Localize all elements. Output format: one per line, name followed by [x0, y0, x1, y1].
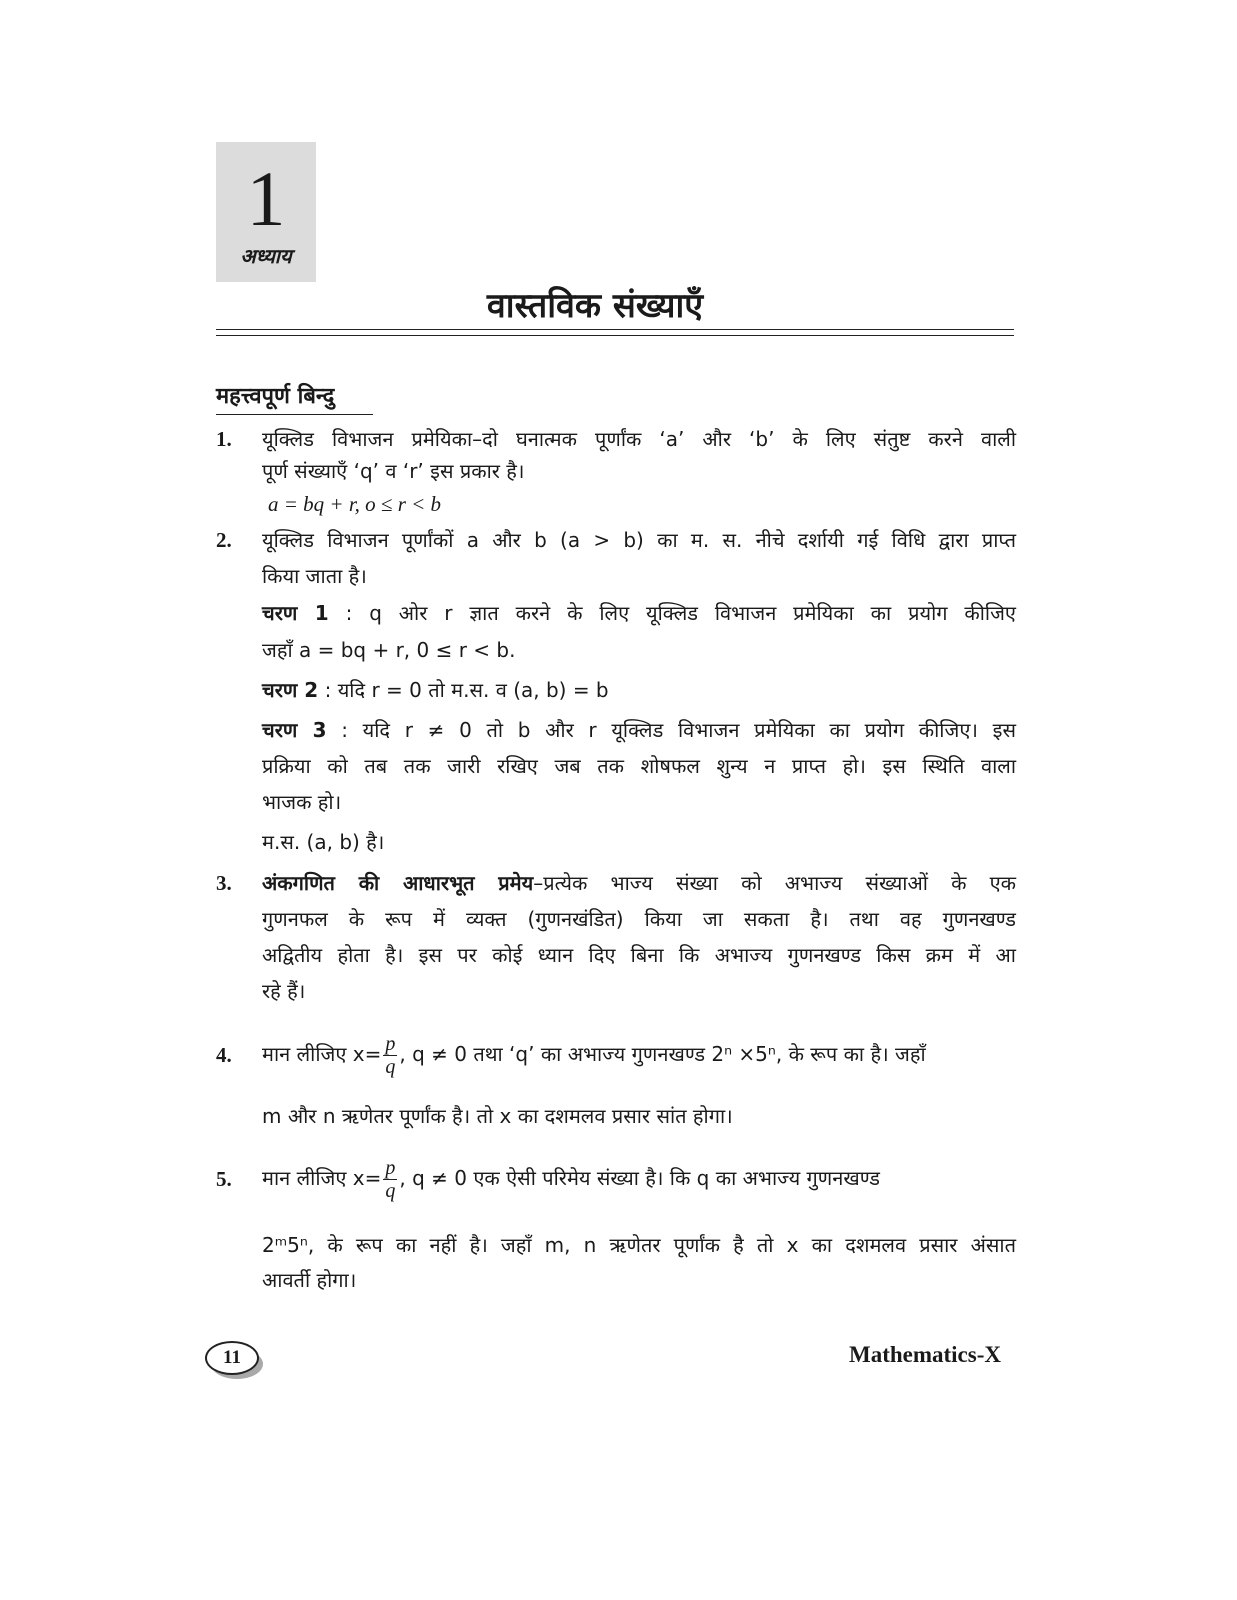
fraction-numerator: p — [385, 1033, 396, 1055]
step-2-text: : यदि r = 0 तो म.स. व (a, b) = b — [324, 678, 609, 702]
step-1-line-1 — [262, 598, 1016, 628]
item-3-line-2: गुणनफल के रूप में व्यक्त (गुणनखंडित) किया जा सकता है। तथा वह गुणनखण्ड — [262, 907, 1016, 931]
item-number: 2. — [216, 528, 232, 552]
book-title: Mathematics-X — [848, 1342, 1001, 1367]
fraction-denominator: q — [385, 1180, 396, 1202]
item-number: 4. — [216, 1043, 232, 1067]
step-3-label: चरण 3 — [262, 718, 327, 742]
step-3-line-3: भाजक हो। — [262, 790, 342, 814]
title-rule-top — [216, 329, 1014, 330]
hcf-line: म.स. (a, b) है। — [262, 830, 385, 854]
item-3-line-3: अद्वितीय होता है। इस पर कोई ध्यान दिए बिना कि अभाज्य गुणनखण्ड किस क्रम में आ — [262, 943, 1016, 967]
chapter-label: अध्याय — [240, 244, 292, 268]
item-4-line-2: m और n ऋणेतर पूर्णांक है। तो x का दशमलव प्रसार सांत होगा। — [262, 1104, 733, 1128]
step-3-line-2: प्रक्रिया को तब तक जारी रखिए जब तक शोषफल शुन्य न प्राप्त हो। इस स्थिति वाला — [262, 754, 1016, 778]
section-heading: महत्त्वपूर्ण बिन्दु — [216, 384, 335, 409]
item-3-line-1-rest: –प्रत्येक भाज्य संख्या को अभाज्य संख्याओं के एक — [533, 871, 1016, 895]
chapter-box — [216, 142, 316, 282]
item-2-line-2: किया जाता है। — [262, 564, 367, 588]
item-1-line-2: पूर्ण संख्याएँ ‘q’ व ‘r’ इस प्रकार है। — [262, 459, 525, 483]
theorem-name: अंकगणित की आधारभूत प्रमेय — [262, 871, 534, 895]
item-4-line-1-rest: , q ≠ 0 तथा ‘q’ का अभाज्य गुणनखण्ड 2ⁿ ×5ⁿ, के रूप का है। जहाँ — [399, 1042, 926, 1066]
item-1-line-1: यूक्लिड विभाजन प्रमेयिका–दो घनात्मक पूर्णांक ‘a’ और ‘b’ के लिए संतुष्ट करने वाली — [262, 427, 1016, 451]
step-2-line — [262, 675, 609, 705]
fraction-p-over-q — [383, 1033, 397, 1078]
step-1-label: चरण 1 — [262, 601, 329, 625]
page-number-badge — [205, 1341, 261, 1379]
item-number: 1. — [216, 427, 232, 451]
item-number: 5. — [216, 1167, 232, 1191]
item-number: 3. — [216, 871, 232, 895]
item-3-line-1 — [262, 868, 1016, 898]
item-4-intro: मान लीजिए x= — [262, 1042, 382, 1066]
item-2-line-1: यूक्लिड विभाजन पूर्णांकों a और b (a > b) का म. स. नीचे दर्शायी गई विधि द्वारा प्राप्त — [262, 528, 1016, 552]
step-3-line-1 — [262, 715, 1016, 745]
item-3-line-4: रहे हैं। — [262, 979, 306, 1003]
step-1-text: : q ओर r ज्ञात करने के लिए यूक्लिड विभाजन प्रमेयिका का प्रयोग कीजिए — [345, 601, 1016, 625]
fraction-p-over-q — [383, 1157, 397, 1202]
item-5-line-1 — [262, 1154, 880, 1202]
item-5-line-3: आवर्ती होगा। — [262, 1268, 357, 1292]
page-number: 11 — [205, 1341, 259, 1375]
title-rule-bottom — [216, 335, 1014, 336]
chapter-number: 1 — [246, 155, 286, 242]
step-2-label: चरण 2 — [262, 678, 319, 702]
item-1-formula: a = bq + r, o ≤ r < b — [268, 492, 442, 516]
item-5-line-1-rest: , q ≠ 0 एक ऐसी परिमेय संख्या है। कि q का अभाज्य गुणनखण्ड — [399, 1166, 880, 1190]
fraction-denominator: q — [385, 1056, 396, 1078]
item-5-line-2: 2ᵐ5ⁿ, के रूप का नहीं है। जहाँ m, n ऋणेतर पूर्णांक है तो x का दशमलव प्रसार अंसात — [262, 1233, 1016, 1257]
item-5-intro: मान लीजिए x= — [262, 1166, 382, 1190]
item-4-line-1 — [262, 1030, 926, 1078]
section-heading-underline — [216, 414, 373, 415]
step-1-line-2: जहाँ a = bq + r, 0 ≤ r < b. — [262, 638, 516, 662]
fraction-numerator: p — [385, 1157, 396, 1179]
step-3-text: : यदि r ≠ 0 तो b और r यूक्लिड विभाजन प्रमेयिका का प्रयोग कीजिए। इस — [341, 718, 1016, 742]
page-title: वास्तविक संख्याएँ — [486, 286, 704, 326]
